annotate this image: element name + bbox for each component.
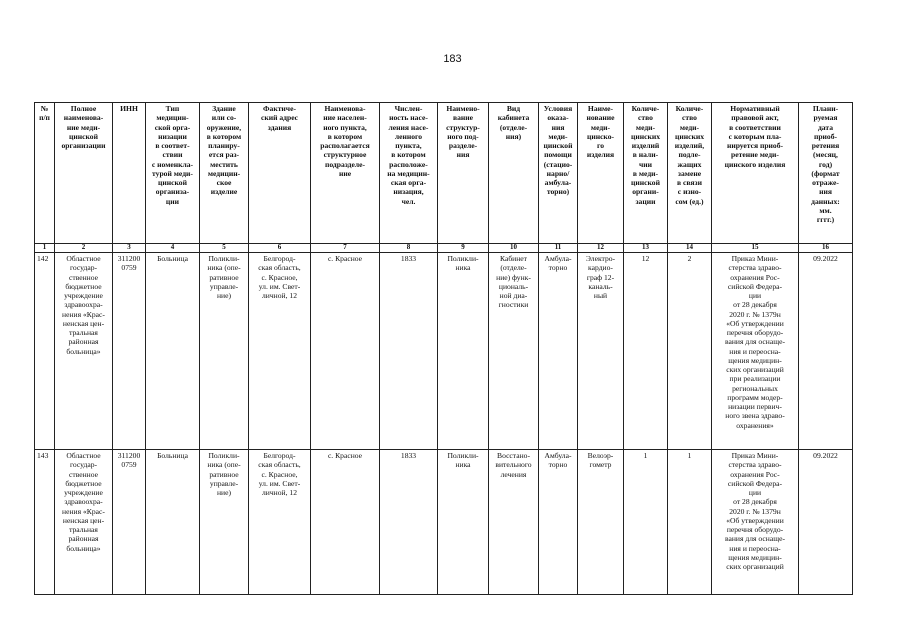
purchase-date-cell: 09.2022: [799, 253, 853, 450]
column-number: 10: [489, 244, 539, 253]
column-number: 5: [200, 244, 249, 253]
org-type-cell: Больница: [146, 253, 200, 450]
column-number: 15: [712, 244, 799, 253]
device-cell: Велоэр- гометр: [578, 450, 624, 595]
column-number: 4: [146, 244, 200, 253]
header-cell: Фактиче- ский адрес здания: [249, 103, 311, 244]
header-cell: Условия оказа- ния меди- цинской помощи (стацио- нарно/ амбула- торно): [539, 103, 578, 244]
building-cell: Поликли- ника (опе- ративное управле- ние): [200, 450, 249, 595]
address-cell: Белгород- ская область, с. Красное, ул. им. Свет- личной, 12: [249, 253, 311, 450]
legal-act-cell: Приказ Мини- стерства здраво- охранения Рос- сийской Федера- ции от 28 декабря 2020 г. № 1379н «Об утверждении перечня оборудо- вания для оснаще- ния и переосна- щения медицин- ских организаций: [712, 450, 799, 595]
equipment-table: [34, 102, 853, 595]
building-cell: Поликли- ника (опе- ративное управле- ние): [200, 253, 249, 450]
header-cell: Здание или со- оружение, в котором планиру- ется раз- местить медицин- ское изделие: [200, 103, 249, 244]
org-type-cell: Больница: [146, 450, 200, 595]
header-cell: Наиме- нование меди- цинско- го изделия: [578, 103, 624, 244]
quantity-cell: 12: [624, 253, 668, 450]
conditions-cell: Амбула- торно: [539, 450, 578, 595]
header-cell: Вид кабинета (отделе- ния): [489, 103, 539, 244]
column-number: 12: [578, 244, 624, 253]
table-header-row: [35, 103, 853, 244]
header-cell: Числен- ность насе- ления насе- ленного пункта, в котором расположе- на медицин- ская орга- низация, чел.: [380, 103, 438, 244]
conditions-cell: Амбула- торно: [539, 253, 578, 450]
column-number-row: [35, 244, 853, 253]
column-number: 2: [55, 244, 113, 253]
purchase-date-cell: 09.2022: [799, 450, 853, 595]
room-cell: Восстано- вительного лечения: [489, 450, 539, 595]
header-cell: Наимено- вание структур- ного под- разделе- ния: [438, 103, 489, 244]
column-number: 7: [311, 244, 380, 253]
header-cell: ИНН: [113, 103, 146, 244]
header-cell: Полное наименова- ние меди- цинской организации: [55, 103, 113, 244]
locality-cell: с. Красное: [311, 450, 380, 595]
unit-cell: Поликли- ника: [438, 253, 489, 450]
header-cell: Нормативный правовой акт, в соответствии с которым пла- нируется приоб- ретение меди- цинского изделия: [712, 103, 799, 244]
replace-quantity-cell: 2: [668, 253, 712, 450]
column-number: 16: [799, 244, 853, 253]
legal-act-cell: Приказ Мини- стерства здраво- охранения Рос- сийской Федера- ции от 28 декабря 2020 г. № 1379н «Об утверждении перечня оборудо- вания для оснаще- ния и переосна- щения медицин- ских организаций при реализации региональных программ модер- низации первич- ного звена здраво- охранения»: [712, 253, 799, 450]
column-number: 1: [35, 244, 55, 253]
replace-quantity-cell: 1: [668, 450, 712, 595]
header-cell: Тип медицин- ской орга- низации в соответ- ствии с номенкла- турой меди- цинской организа- ции: [146, 103, 200, 244]
header-cell: Плани- руемая дата приоб- ретения (месяц, год) (формат отраже- ния данных: мм. гггг.): [799, 103, 853, 244]
column-number: 9: [438, 244, 489, 253]
header-cell: Наименова- ние населен- ного пункта, в котором располагается структурное подразделе- ние: [311, 103, 380, 244]
column-number: 11: [539, 244, 578, 253]
table-row: [35, 450, 853, 595]
header-cell: Количе- ство меди- цинских изделий, подле- жащих замене в связи с изно- сом (ед.): [668, 103, 712, 244]
column-number: 13: [624, 244, 668, 253]
column-number: 8: [380, 244, 438, 253]
column-number: 14: [668, 244, 712, 253]
header-cell: Количе- ство меди- цинских изделий в нали- чии в меди- цинской органи- зации: [624, 103, 668, 244]
device-cell: Электро- кардио- граф 12- каналь- ный: [578, 253, 624, 450]
row-number-cell: 142: [35, 253, 55, 450]
inn-cell: 311200 0759: [113, 450, 146, 595]
column-number: 6: [249, 244, 311, 253]
organization-cell: Областное государ- ственное бюджетное учреждение здравоохра- нения «Крас- ненская цен- тральная районная больница»: [55, 450, 113, 595]
population-cell: 1833: [380, 450, 438, 595]
column-number: 3: [113, 244, 146, 253]
address-cell: Белгород- ская область, с. Красное, ул. им. Свет- личной, 12: [249, 450, 311, 595]
table-row: [35, 253, 853, 450]
population-cell: 1833: [380, 253, 438, 450]
row-number-cell: 143: [35, 450, 55, 595]
organization-cell: Областное государ- ственное бюджетное учреждение здравоохра- нения «Крас- ненская цен- тральная районная больница»: [55, 253, 113, 450]
room-cell: Кабинет (отделе- ние) функ- циональ- ной диа- гностики: [489, 253, 539, 450]
quantity-cell: 1: [624, 450, 668, 595]
unit-cell: Поликли- ника: [438, 450, 489, 595]
header-cell: № п/п: [35, 103, 55, 244]
inn-cell: 311200 0759: [113, 253, 146, 450]
locality-cell: с. Красное: [311, 253, 380, 450]
page-number: 183: [443, 53, 462, 65]
